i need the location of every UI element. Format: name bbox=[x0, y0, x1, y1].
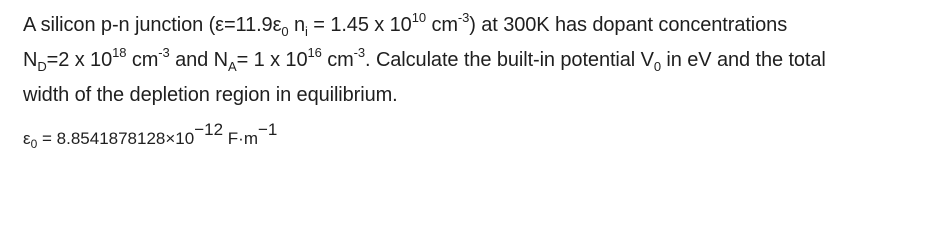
constant-unit: F·m bbox=[223, 129, 258, 148]
text-run: N bbox=[23, 49, 38, 71]
text-run: cm bbox=[126, 49, 159, 71]
text-run: cm bbox=[425, 14, 458, 36]
superscript: 10 bbox=[411, 10, 426, 25]
text-run: =2 x 10 bbox=[46, 49, 113, 71]
subscript: 0 bbox=[653, 59, 661, 74]
constant-value: = 8.8541878128×10 bbox=[37, 129, 195, 148]
subscript: A bbox=[227, 59, 237, 74]
text-run: n bbox=[288, 14, 306, 36]
superscript: 18 bbox=[112, 45, 127, 60]
text-run: . Calculate the built-in potential V bbox=[365, 49, 654, 71]
superscript: 16 bbox=[307, 45, 322, 60]
problem-line-2 bbox=[23, 43, 943, 78]
superscript: -3 bbox=[353, 45, 366, 60]
superscript: -3 bbox=[457, 10, 470, 25]
problem-statement bbox=[23, 8, 943, 113]
text-run: in eV and the total bbox=[660, 49, 826, 71]
subscript: i bbox=[305, 24, 308, 39]
superscript: −1 bbox=[258, 120, 278, 139]
problem-line-1 bbox=[23, 8, 943, 43]
constant-symbol: ε bbox=[23, 129, 31, 148]
subscript: 0 bbox=[30, 137, 38, 151]
text-run: and N bbox=[169, 49, 228, 71]
problem-line-3: width of the depletion region in equilibrium. bbox=[23, 84, 398, 106]
text-run: A silicon p-n junction (ε=11.9ε bbox=[23, 14, 282, 36]
subscript: D bbox=[37, 59, 47, 74]
text-run: ) at 300K has dopant concentrations bbox=[469, 14, 788, 36]
superscript: −12 bbox=[194, 120, 224, 139]
text-run: = 1 x 10 bbox=[236, 49, 308, 71]
text-run: = 1.45 x 10 bbox=[307, 14, 412, 36]
text-run: cm bbox=[321, 49, 354, 71]
subscript: 0 bbox=[281, 24, 289, 39]
permittivity-constant bbox=[23, 120, 278, 152]
superscript: -3 bbox=[158, 45, 170, 60]
